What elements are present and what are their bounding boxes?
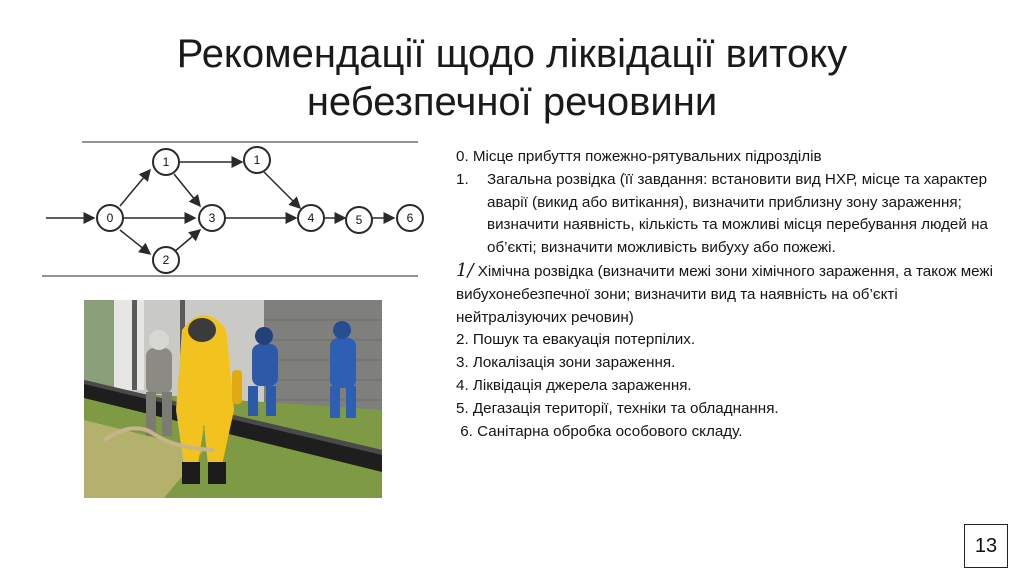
list-item-1-prime [456, 260, 996, 329]
hazmat-team-photo [84, 300, 382, 498]
svg-text:4: 4 [307, 211, 315, 225]
node-0 [97, 205, 123, 231]
edge-1-3 [174, 174, 200, 206]
node-2 [153, 247, 179, 273]
list-item-2: 2. Пошук та евакуація потерпілих. [456, 331, 696, 349]
list-item-1-number: 1. [456, 170, 469, 188]
node-6 [397, 205, 423, 231]
svg-text:1: 1 [162, 155, 170, 169]
svg-text:0: 0 [106, 211, 114, 225]
slide-number: 13 [964, 524, 1008, 568]
slide-title [60, 30, 964, 126]
svg-text:3: 3 [208, 211, 216, 225]
svg-text:2: 2 [162, 253, 170, 267]
list-item-6: 6. Санітарна обробка особового складу. [456, 422, 743, 440]
list-item-5: 5. Дегазація території, техніки та обладнання. [456, 399, 779, 417]
edge-1b-4 [264, 172, 300, 208]
recommendations-list [456, 146, 996, 443]
svg-text:5: 5 [355, 213, 363, 227]
list-item-0: 0. Місце прибуття пожежно-рятувальних підрозділів [456, 148, 822, 165]
node-5 [346, 207, 372, 233]
list-item-3: 3. Локалізація зони зараження. [456, 354, 676, 372]
edge-0-2 [120, 230, 150, 254]
list-item-1-prime-number: 1/ [456, 259, 474, 281]
slide-title-line-2: небезпечної речовини [306, 80, 718, 124]
svg-text:6: 6 [406, 211, 414, 225]
edge-2-3 [174, 230, 200, 252]
network-diagram [42, 140, 432, 280]
photo-illustration [84, 300, 382, 498]
edge-0-1 [120, 170, 150, 206]
list-item-1-prime-text: Хімічна розвідка (визначити межі зони хімічного зараження, а також межі вибухонебезпечної зони; визначити вид та наявність на об’єкті нейтралізуючих речовин) [456, 262, 993, 326]
list-item-1-text: Загальна розвідка (її завдання: встановити вид НХР, місце та характер аварії (викид або витікання), визначити приблизну зону зараження; визначити наявність, кількість та можливі місця перебування людей на об’єкті; визначити можливість вибуху або пожежі. [487, 170, 988, 257]
slide-title-line-1: Рекомендації щодо ліквідації витоку [176, 32, 848, 76]
list-item-4: 4. Ліквідація джерела зараження. [456, 376, 692, 394]
node-4 [298, 205, 324, 231]
node-1-prime [244, 147, 270, 173]
node-1 [153, 149, 179, 175]
node-3 [199, 205, 225, 231]
svg-text:1: 1 [253, 153, 261, 167]
list-item-1 [456, 169, 996, 260]
